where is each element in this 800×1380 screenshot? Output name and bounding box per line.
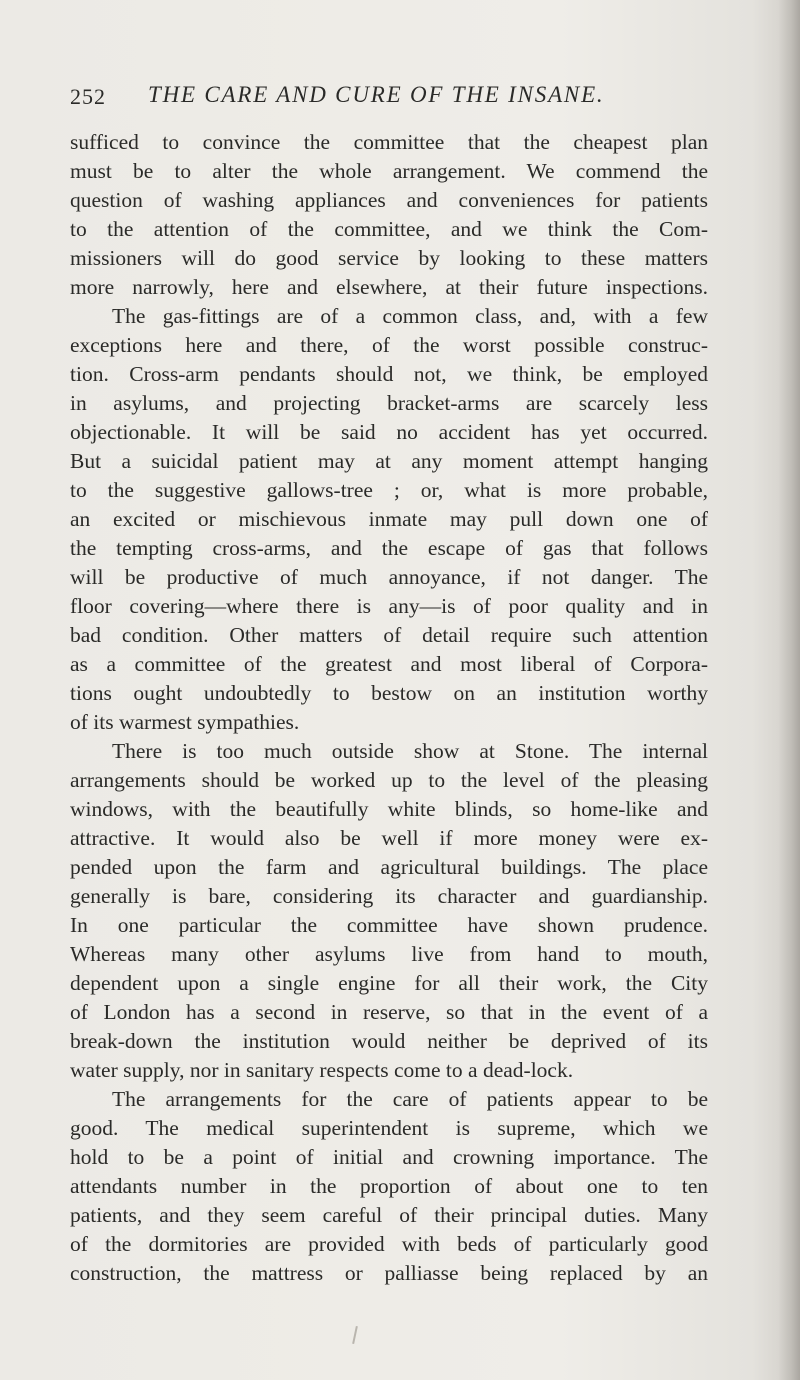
running-title: THE CARE AND CURE OF THE INSANE. xyxy=(148,82,605,107)
text-line: in asylums, and projecting bracket-arms are scarcely less xyxy=(70,391,708,415)
text-line: of London has a second in reserve, so that in the event of a xyxy=(70,1000,708,1024)
text-line: water supply, nor in sanitary respects come to a dead-lock. xyxy=(70,1058,574,1082)
text-line: windows, with the beautifully white blinds, so home-like and xyxy=(70,797,708,821)
text-line: attractive. It would also be well if more money were ex- xyxy=(70,826,708,850)
text-line: objectionable. It will be said no accident has yet occurred. xyxy=(70,420,708,444)
text-line: But a suicidal patient may at any moment attempt hanging xyxy=(70,449,708,473)
text-line: bad condition. Other matters of detail require such attention xyxy=(70,623,708,647)
text-line: missioners will do good service by looking to these matters xyxy=(70,246,708,270)
text-line: attendants number in the proportion of about one to ten xyxy=(70,1174,708,1198)
text-line: dependent upon a single engine for all their work, the City xyxy=(70,971,708,995)
text-line: to the attention of the committee, and we think the Com- xyxy=(70,217,708,241)
text-line: good. The medical superintendent is supreme, which we xyxy=(70,1116,708,1140)
text-line: arrangements should be worked up to the level of the pleasing xyxy=(70,768,708,792)
page-edge-shadow xyxy=(778,0,800,1380)
body-text xyxy=(70,128,708,1288)
text-line: will be productive of much annoyance, if not danger. The xyxy=(70,565,708,589)
text-line: generally is bare, considering its character and guardianship. xyxy=(70,884,708,908)
text-line: an excited or mischievous inmate may pull down one of xyxy=(70,507,708,531)
text-line: There is too much outside show at Stone. The internal xyxy=(112,739,708,763)
text-line: tion. Cross-arm pendants should not, we think, be employed xyxy=(70,362,708,386)
text-line: Whereas many other asylums live from hand to mouth, xyxy=(70,942,708,966)
page-number: 252 xyxy=(70,84,106,109)
text-line: to the suggestive gallows-tree ; or, what is more probable, xyxy=(70,478,708,502)
text-line: patients, and they seem careful of their principal duties. Many xyxy=(70,1203,708,1227)
text-line: of its warmest sympathies. xyxy=(70,710,300,734)
text-line: sufficed to convince the committee that the cheapest plan xyxy=(70,130,708,154)
text-line: pended upon the farm and agricultural buildings. The place xyxy=(70,855,708,879)
text-line: floor covering—where there is any—is of poor quality and in xyxy=(70,594,708,618)
text-line: The arrangements for the care of patients appear to be xyxy=(112,1087,708,1111)
text-line: the tempting cross-arms, and the escape of gas that follows xyxy=(70,536,708,560)
text-line: question of washing appliances and conveniences for patients xyxy=(70,188,708,212)
text-line: as a committee of the greatest and most liberal of Corpora- xyxy=(70,652,708,676)
text-line: more narrowly, here and elsewhere, at their future inspections. xyxy=(70,275,708,299)
running-head xyxy=(70,82,710,114)
text-line: In one particular the committee have shown prudence. xyxy=(70,913,708,937)
text-line: hold to be a point of initial and crowning importance. The xyxy=(70,1145,708,1169)
text-line: tions ought undoubtedly to bestow on an institution worthy xyxy=(70,681,708,705)
text-line: of the dormitories are provided with beds of particularly good xyxy=(70,1232,708,1256)
text-line: must be to alter the whole arrangement. We commend the xyxy=(70,159,708,183)
text-line: exceptions here and there, of the worst possible construc- xyxy=(70,333,708,357)
text-line: construction, the mattress or palliasse being replaced by an xyxy=(70,1261,708,1285)
text-line: break-down the institution would neither be deprived of its xyxy=(70,1029,708,1053)
paper-blemish xyxy=(352,1326,358,1344)
text-line: The gas-fittings are of a common class, and, with a few xyxy=(112,304,708,328)
